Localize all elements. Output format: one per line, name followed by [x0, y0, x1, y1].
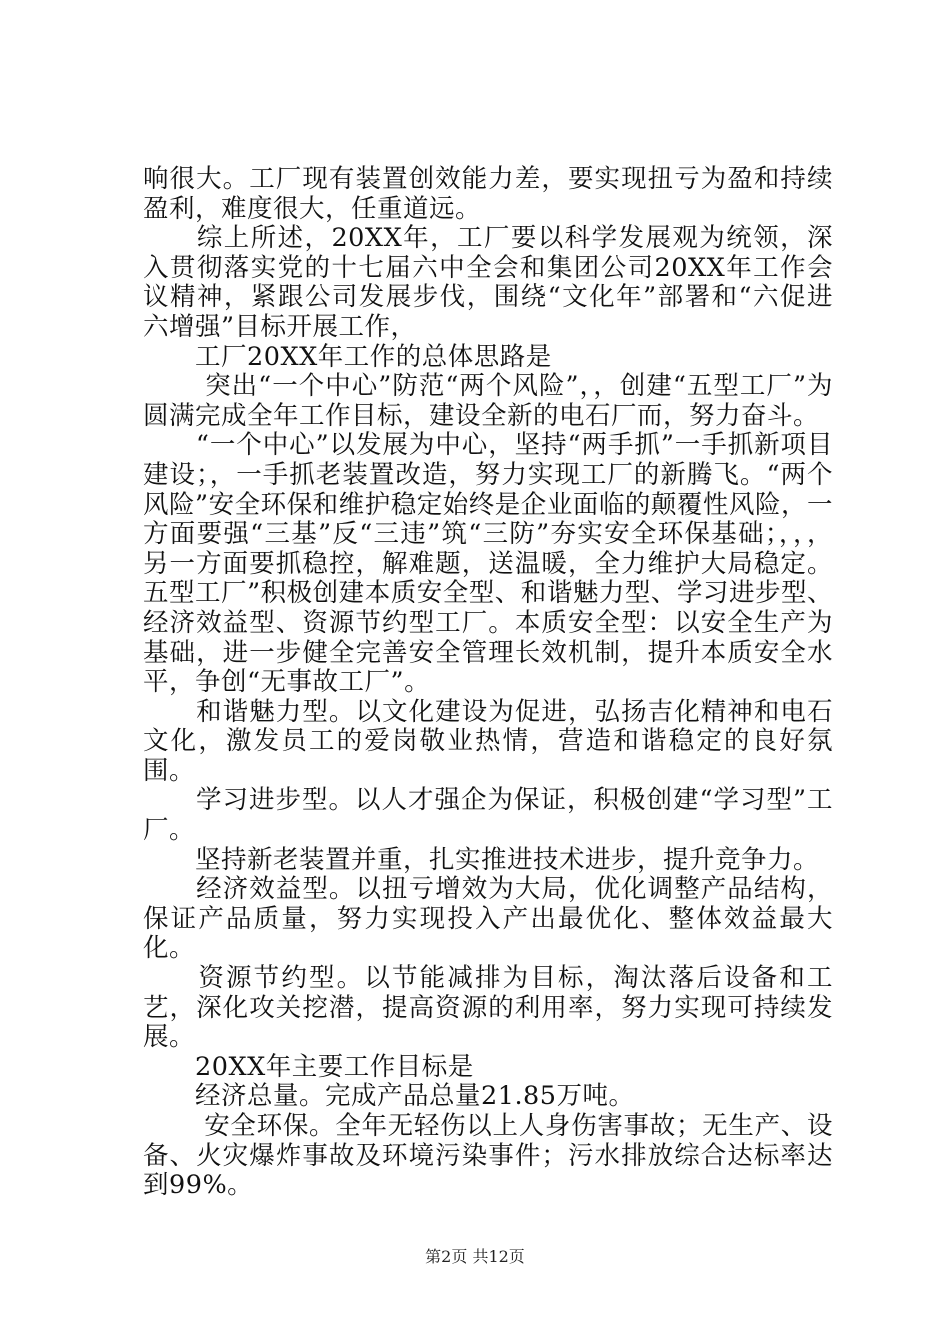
paragraph-7: 学习进步型。以人才强企为保证，积极创建“学习型”工厂。: [143, 785, 833, 846]
paragraph-9: 经济效益型。以扭亏增效为大局，优化调整产品结构，保证产品质量，努力实现投入产出最优化、整体效益最大化。: [143, 874, 833, 964]
paragraph-11: 20XX年主要工作目标是: [143, 1051, 474, 1082]
paragraph-5: “一个中心”以发展为中心，坚持“两手抓”一手抓新项目建设；，一手抓老装置改造，努力实现工厂的新腾飞。“两个风险”安全环保和维护稳定始终是企业面临的颠覆性风险，一方面要强“三基”反“三违”筑“三防”夯实安全环保基础；，，，另一方面要抓稳控，解难题，送温暖，全力维护大局稳定。五型工厂”积极创建本质安全型、和谐魅力型、学习进步型、经济效益型、资源节约型工厂。本质安全型：以安全生产为基础，进一步健全完善安全管理长效机制，提升本质安全水平，争创“无事故工厂”。: [143, 430, 833, 698]
paragraph-8: 坚持新老装置并重，扎实推进技术进步，提升竞争力。: [143, 844, 820, 875]
paragraph-3: 工厂20XX年工作的总体思路是: [143, 341, 552, 372]
paragraph-4: 突出“一个中心”防范“两个风险”，，创建“五型工厂”为圆满完成全年工作目标，建设全新的电石厂而，努力奋斗。: [143, 371, 833, 431]
paragraph-1: 响很大。工厂现有装置创效能力差，要实现扭亏为盈和持续盈利，难度很大，任重道远。: [143, 164, 833, 224]
document-body: [143, 165, 833, 1201]
paragraph-2: 综上所述，20XX年，工厂要以科学发展观为统领，深入贯彻落实党的十七届六中全会和集团公司20XX年工作会议精神，紧跟公司发展步伐，围绕“文化年”部署和“六促进六增强”目标开展工作，: [143, 223, 833, 342]
paragraph-6: 和谐魅力型。以文化建设为促进，弘扬吉化精神和电石文化，激发员工的爱岗敬业热情，营造和谐稳定的良好氛围。: [143, 696, 833, 786]
page-number-footer: 第2页 共12页: [425, 1247, 525, 1266]
paragraph-13: 安全环保。全年无轻伤以上人身伤害事故；无生产、设备、火灾爆炸事故及环境污染事件；污水排放综合达标率达到99%。: [143, 1111, 833, 1201]
paragraph-10: 资源节约型。以节能减排为目标，淘汰落后设备和工艺，深化攻关挖潜，提高资源的利用率，努力实现可持续发展。: [143, 963, 833, 1053]
paragraph-12: 经济总量。完成产品总量21.85万吨。: [143, 1081, 635, 1112]
